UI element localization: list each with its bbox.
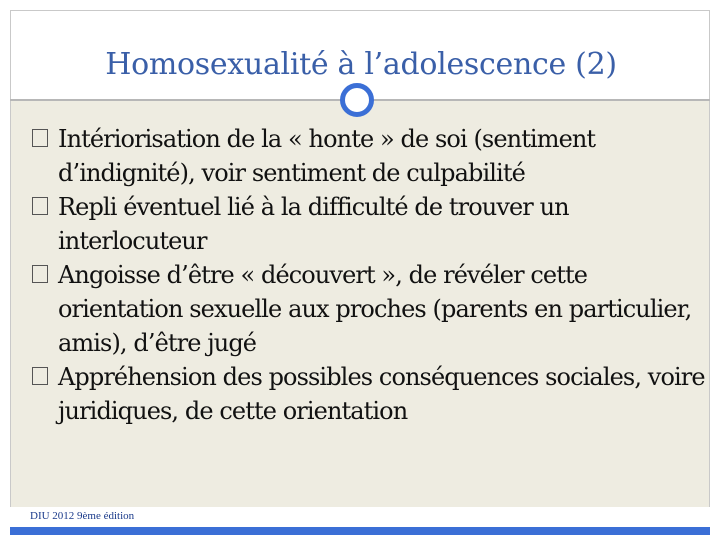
bullet-text: Repli éventuel lié à la difficulté de trouver un interlocuteur <box>58 193 569 255</box>
slide-title: Homosexualité à l’adolescence (2) <box>105 47 617 82</box>
bullet-list <box>32 122 707 428</box>
bullet-item <box>32 122 707 190</box>
square-bullet-icon <box>32 265 48 283</box>
bullet-item <box>32 190 707 258</box>
bullet-text: Angoisse d’être « découvert », de révéler cette orientation sexuelle aux proches (parents en particulier, amis), d’être jugé <box>58 261 692 357</box>
square-bullet-icon <box>32 129 48 147</box>
bullet-item <box>32 360 707 428</box>
bullet-text: Appréhension des possibles conséquences sociales, voire juridiques, de cette orientation <box>58 363 705 425</box>
square-bullet-icon <box>32 197 48 215</box>
circle-ornament-icon <box>340 83 374 117</box>
bullet-item <box>32 258 707 360</box>
footer-accent-bar <box>10 527 710 535</box>
square-bullet-icon <box>32 367 48 385</box>
footer-text: DIU 2012 9ème édition <box>30 510 135 522</box>
bullet-text: Intériorisation de la « honte » de soi (sentiment d’indignité), voir sentiment de culpabilité <box>58 125 596 187</box>
